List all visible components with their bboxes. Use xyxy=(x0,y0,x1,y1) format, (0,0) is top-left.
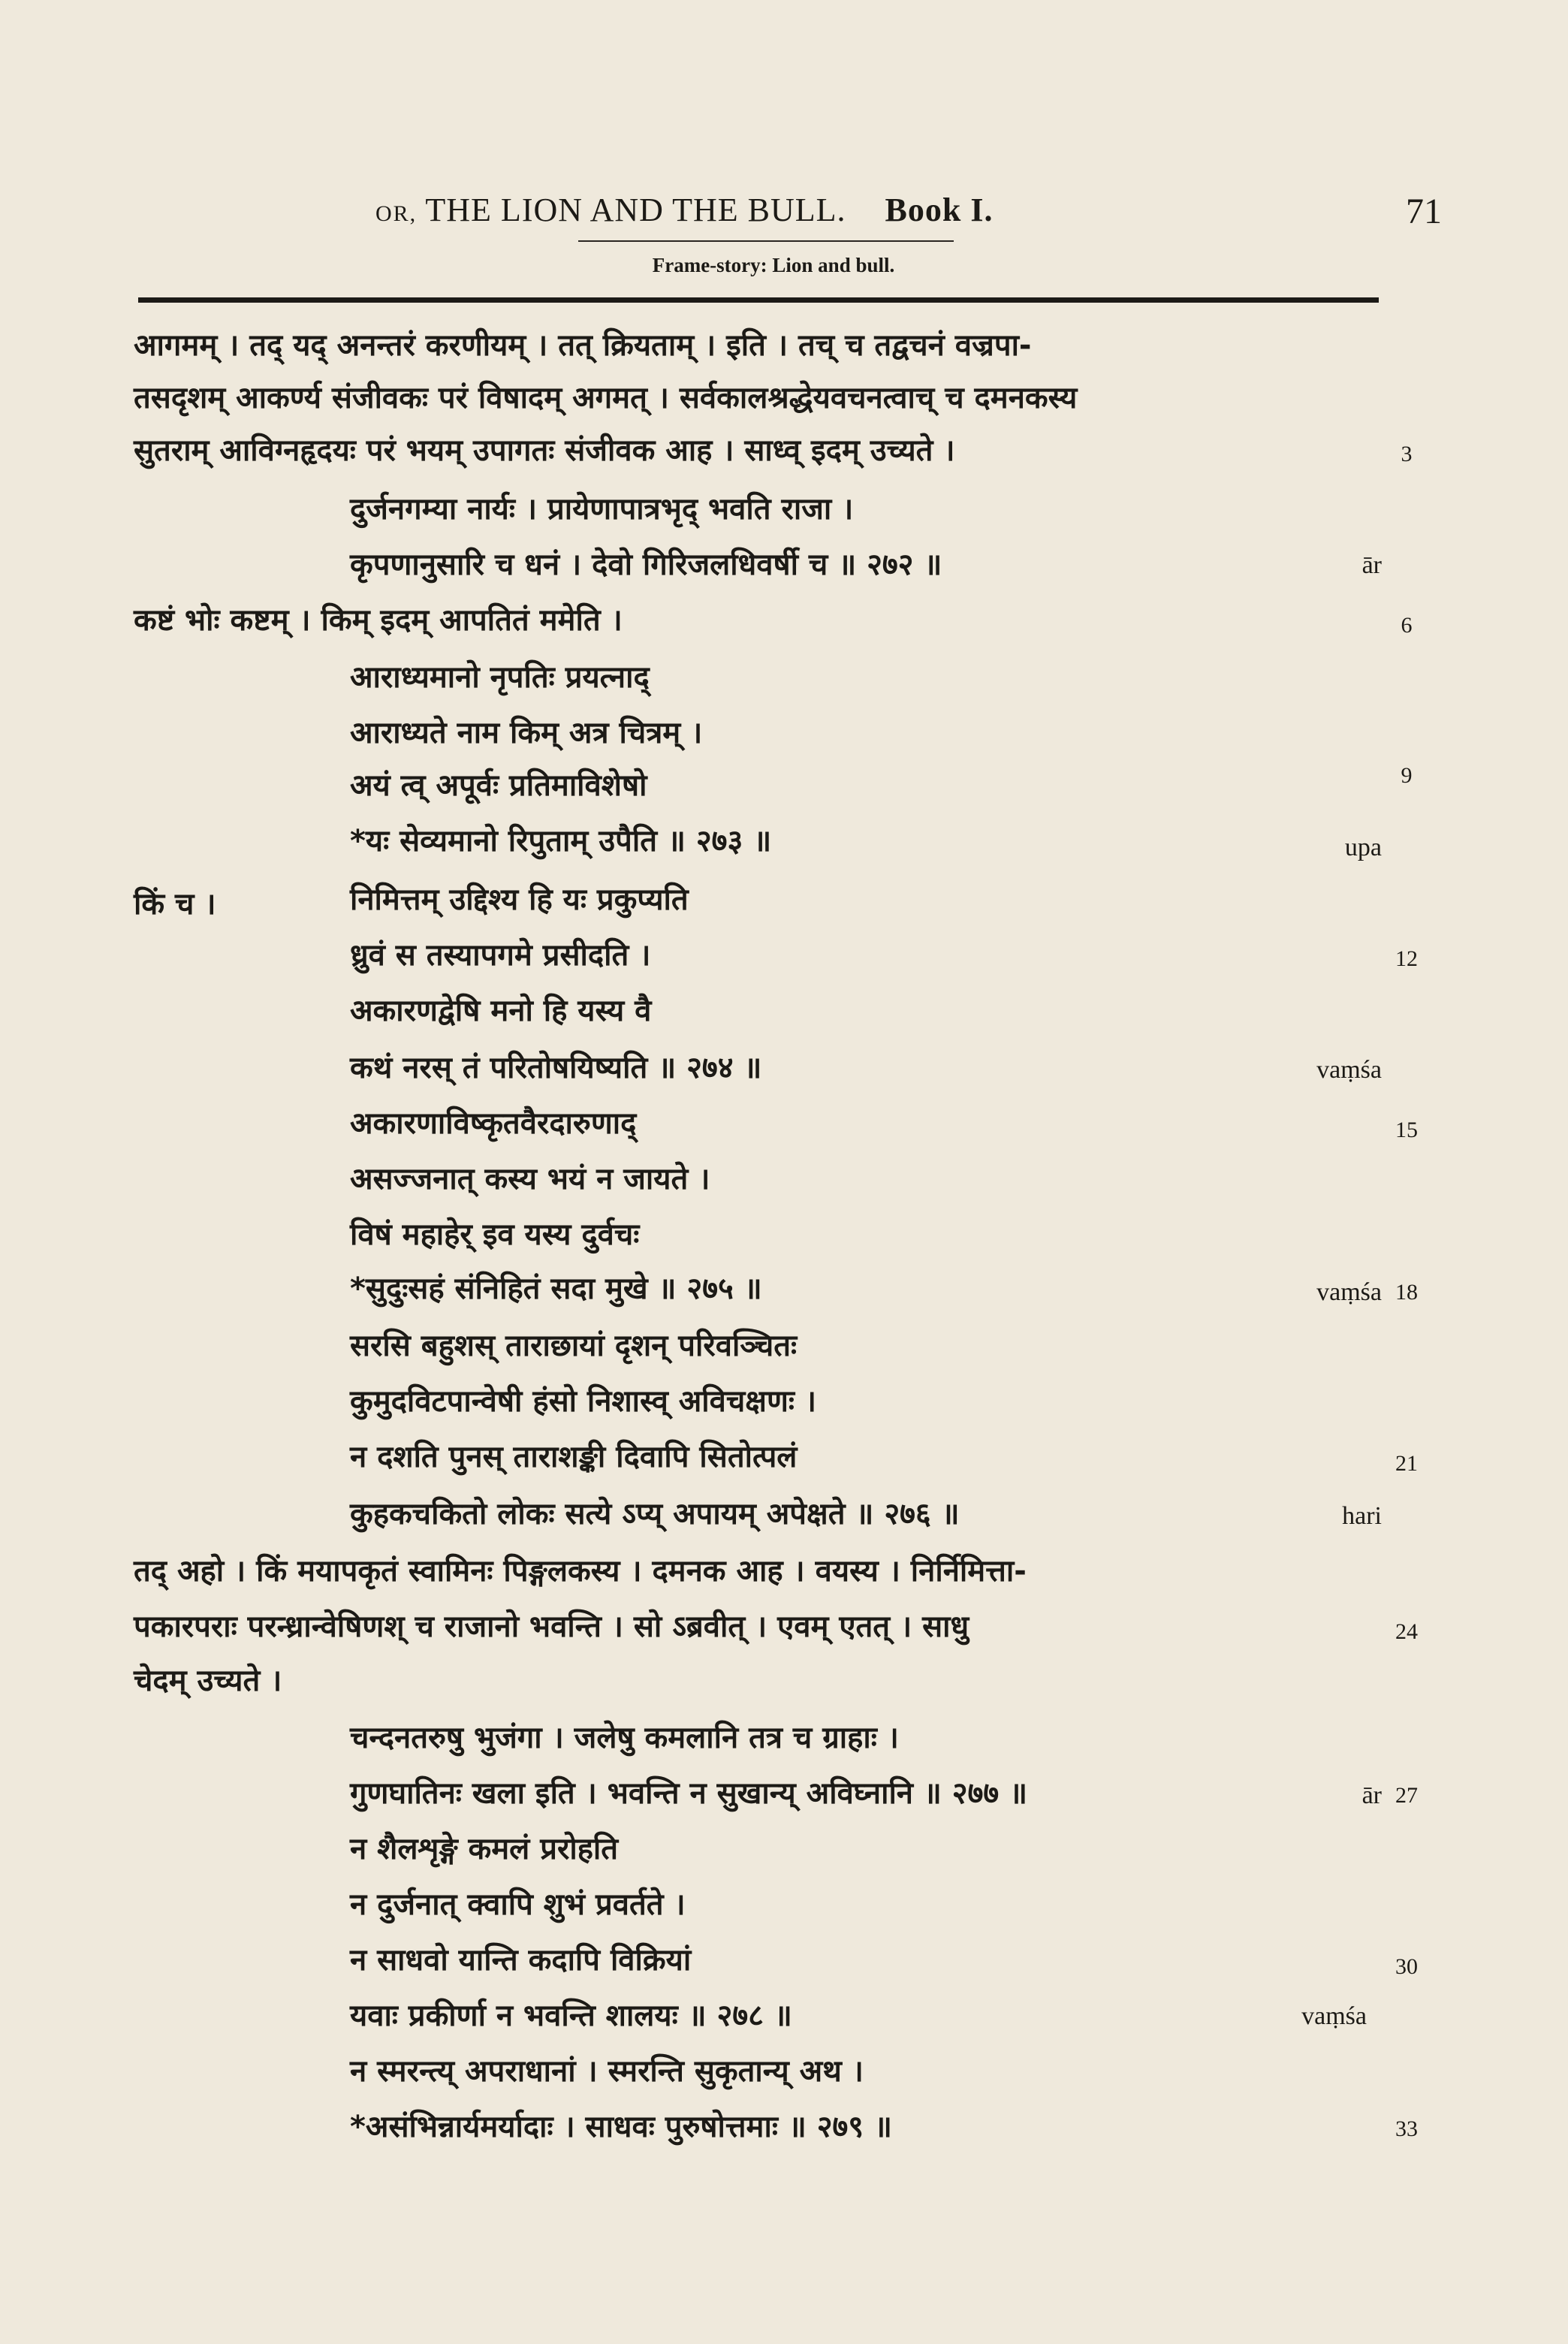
verse-line: *सुदुःसहं संनिहितं सदा मुखे ॥ २७५ ॥ xyxy=(350,1272,762,1306)
prose-line: कष्टं भोः कष्टम् । किम् इदम् आपतितं ममेति । xyxy=(134,603,623,638)
meter-label: vaṃśa xyxy=(1301,2002,1367,2030)
prose-line-3: सुतराम् आविग्नहृदयः परं भयम् उपागतः संजीवक आह । साध्व् इदम् उच्यते । xyxy=(134,433,955,468)
prose-line: चेदम् उच्यते । xyxy=(134,1664,282,1698)
prose-line: पकारपराः परन्ध्रान्वेषिणश् च राजानो भवन्ति । सो ऽब्रवीत् । एवम् एतत् । साधु xyxy=(134,1609,969,1644)
line-number: 15 xyxy=(1395,1118,1418,1142)
verse-line: न स्मरन्त्य् अपराधानां । स्मरन्ति सुकृतान्य् अथ । xyxy=(350,2054,864,2089)
verse-line: कुमुदविटपान्वेषी हंसो निशास्व् अविचक्षणः । xyxy=(350,1384,817,1419)
verse-line: ध्रुवं स तस्यापगमे प्रसीदति । xyxy=(350,938,651,973)
running-head-title: THE LION AND THE BULL. xyxy=(425,192,846,228)
verse-line: न दशति पुनस् ताराशङ्की दिवापि सितोत्पलं xyxy=(350,1440,798,1474)
verse-line: यवाः प्रकीर्णा न भवन्ति शालयः ॥ २७८ ॥ xyxy=(350,1999,792,2033)
verse-line: आराध्यमानो नृपतिः प्रयत्नाद् xyxy=(350,660,650,695)
prose-lead: किं च । xyxy=(134,887,216,922)
verse-line: न शैलशृङ्गे कमलं प्ररोहति xyxy=(350,1832,619,1866)
line-number: 24 xyxy=(1395,1619,1418,1644)
subtitle: Frame-story: Lion and bull. xyxy=(652,254,895,276)
line-number: 21 xyxy=(1395,1451,1418,1476)
running-head xyxy=(375,191,1217,229)
verse-line: न साधवो यान्ति कदापि विक्रियां xyxy=(350,1943,692,1977)
line-number: 6 xyxy=(1401,613,1413,638)
line-number: 3 xyxy=(1401,442,1413,466)
verse-line: कृपणानुसारि च धनं । देवो गिरिजलधिवर्षी च ॥ २७२ ॥ xyxy=(350,548,942,582)
line-number: 27 xyxy=(1395,1783,1418,1808)
prose-line-2: तसदृशम् आकर्ण्य संजीवकः परं विषादम् अगमत् । सर्वकालश्रद्धेयवचनत्वाच् च दमनकस्य xyxy=(134,381,1078,415)
verse-line: निमित्तम् उद्दिश्य हि यः प्रकुप्यति xyxy=(350,882,689,917)
verse-line: *असंभिन्नार्यमर्यादाः । साधवः पुरुषोत्तमाः ॥ २७९ ॥ xyxy=(350,2110,892,2144)
verse-line: कुहकचकितो लोकः सत्ये ऽप्य् अपायम् अपेक्षते ॥ २७६ ॥ xyxy=(350,1497,960,1531)
meter-label: ār xyxy=(1361,551,1382,579)
verse-line: *यः सेव्यमानो रिपुताम् उपैति ॥ २७३ ॥ xyxy=(350,824,772,858)
verse-line: अकारणाविष्कृतवैरदारुणाद् xyxy=(350,1106,637,1141)
line-number: 30 xyxy=(1395,1954,1418,1979)
verse-line: असज्जनात् कस्य भयं न जायते । xyxy=(350,1162,710,1196)
header-rule xyxy=(138,297,1379,303)
meter-label: vaṃśa xyxy=(1316,1278,1382,1306)
line-number: 33 xyxy=(1395,2116,1418,2141)
prose-line: तद् अहो । किं मयापकृतं स्वामिनः पिङ्गलकस्य । दमनक आह । वयस्य । निर्निमित्ता- xyxy=(134,1554,1027,1588)
line-number: 18 xyxy=(1395,1280,1418,1305)
verse-line: आराध्यते नाम किम् अत्र चित्रम् । xyxy=(350,716,703,750)
verse-line: कथं नरस् तं परितोषयिष्यति ॥ २७४ ॥ xyxy=(350,1051,762,1085)
line-number: 12 xyxy=(1395,946,1418,971)
verse-line: दुर्जनगम्या नार्यः । प्रायेणापात्रभृद् भवति राजा । xyxy=(350,492,854,526)
verse-line: अयं त्व् अपूर्वः प्रतिमाविशेषो xyxy=(350,768,647,803)
page-number: 71 xyxy=(1406,192,1442,231)
header-short-rule xyxy=(578,240,954,242)
running-head-book: Book I. xyxy=(885,192,994,228)
prose-line-1: आगमम् । तद् यद् अनन्तरं करणीयम् । तत् क्रियताम् । इति । तच् च तद्वचनं वज्रपा- xyxy=(134,328,1032,363)
verse-line: विषं महाहेर् इव यस्य दुर्वचः xyxy=(350,1217,640,1252)
line-number: 9 xyxy=(1401,763,1413,788)
verse-line: न दुर्जनात् क्वापि शुभं प्रवर्तते । xyxy=(350,1887,686,1922)
running-head-or: OR, xyxy=(375,201,418,226)
meter-label: ār xyxy=(1361,1781,1382,1809)
verse-line: अकारणद्वेषि मनो हि यस्य वै xyxy=(350,994,652,1028)
verse-line: गुणघातिनः खला इति । भवन्ति न सुखान्य् अविघ्नानि ॥ २७७ ॥ xyxy=(350,1776,1028,1811)
meter-label: upa xyxy=(1344,834,1382,861)
verse-line: चन्दनतरुषु भुजंगा । जलेषु कमलानि तत्र च ग्राहाः । xyxy=(350,1721,899,1755)
meter-label: vaṃśa xyxy=(1316,1056,1382,1084)
verse-line: सरसि बहुशस् ताराछायां दृशन् परिवञ्चितः xyxy=(350,1329,798,1363)
meter-label: hari xyxy=(1342,1502,1382,1530)
